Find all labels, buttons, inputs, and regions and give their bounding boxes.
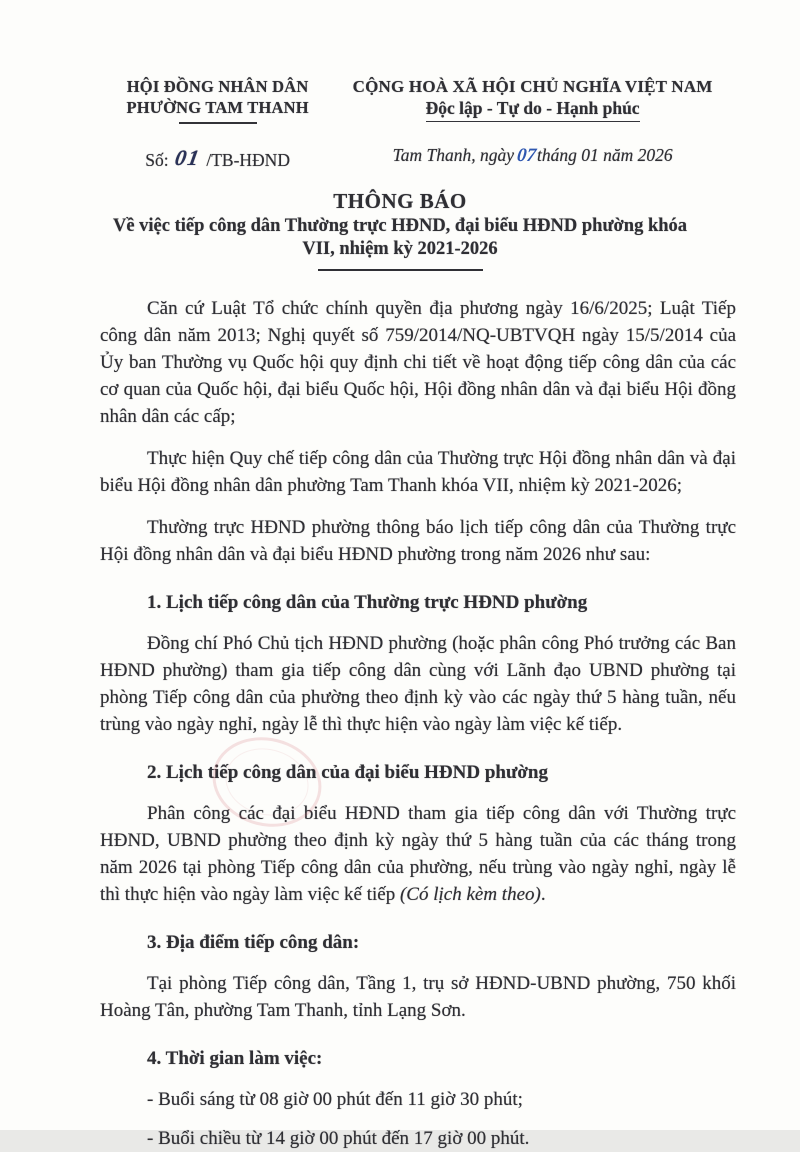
working-hours-morning: - Buổi sáng từ 08 giờ 00 phút đến 11 giờ 30 phút;: [147, 1089, 523, 1111]
national-motto-line1: CỘNG HOÀ XÃ HỘI CHỦ NGHĨA VIỆT NAM: [352, 77, 713, 96]
dateline-day-handwritten: 07: [515, 145, 538, 166]
intro-paragraph: Thực hiện Quy chế tiếp công dân của Thường trực Hội đồng nhân dân và đại biểu Hội đồng nhân dân phường Tam Thanh khóa VII, nhiệm kỳ 2021-2026;: [100, 448, 736, 497]
national-motto-block: [337, 76, 728, 172]
national-motto-line2: Độc lập - Tự do - Hạnh phúc: [426, 97, 640, 122]
dateline: [337, 145, 728, 167]
document-header: [0, 0, 800, 172]
issuing-authority-line1: HỘI ĐỒNG NHÂN DÂN: [126, 77, 309, 96]
dateline-prefix: Tam Thanh, ngày: [392, 145, 514, 165]
document-number-suffix: /TB-HĐND: [206, 150, 290, 170]
section-4-heading: 4. Thời gian làm việc:: [147, 1048, 323, 1070]
section-1-paragraph: Đồng chí Phó Chủ tịch HĐND phường (hoặc phân công Phó trưởng các Ban HĐND phường) tham gia tiếp công dân cùng với Lãnh đạo UBND phường tại phòng Tiếp công dân của phường theo định kỳ vào các ngày thứ 5 hàng tuần, nếu trùng vào ngày nghỉ, ngày lễ thì thực hiện vào ngày làm việc kế tiếp.: [100, 633, 736, 736]
section-3-heading: 3. Địa điểm tiếp công dân:: [147, 932, 360, 954]
document-title: THÔNG BÁO: [333, 189, 467, 213]
document-subtitle: Về việc tiếp công dân Thường trực HĐND, đại biểu HĐND phường khóa VII, nhiệm kỳ 2021-2026: [112, 216, 688, 259]
intro-paragraph: Căn cứ Luật Tổ chức chính quyền địa phương ngày 16/6/2025; Luật Tiếp công dân năm 2013; Nghị quyết số 759/2014/NQ-UBTVQH ngày 15/5/2014 của Ủy ban Thường vụ Quốc hội quy định chi tiết về hoạt động tiếp công dân của các cơ quan của Quốc hội, đại biểu Quốc hội, Hội đồng nhân dân và đại biểu Hội đồng nhân dân các cấp;: [100, 298, 736, 428]
document-number: [98, 146, 337, 172]
title-block: [0, 189, 800, 271]
issuing-authority-line2: PHƯỜNG TAM THANH: [126, 98, 309, 117]
section-1-heading: 1. Lịch tiếp công dân của Thường trực HĐND phường: [147, 592, 588, 614]
issuing-authority-block: [98, 76, 337, 172]
working-hours-afternoon: - Buổi chiều từ 14 giờ 00 phút đến 17 giờ 00 phút.: [147, 1128, 530, 1150]
section-2-text: Phân công các đại biểu HĐND tham gia tiếp công dân với Thường trực HĐND, UBND phường theo định kỳ ngày thứ 5 hàng tuần của các tháng trong năm 2026 tại phòng Tiếp công dân của phường, nếu trùng vào ngày nghỉ, ngày lễ thì thực hiện vào ngày làm việc kế tiếp: [100, 803, 736, 906]
section-2-heading: 2. Lịch tiếp công dân của đại biểu HĐND phường: [147, 762, 548, 784]
dateline-suffix: tháng 01 năm 2026: [537, 145, 673, 165]
intro-paragraph: Thường trực HĐND phường thông báo lịch tiếp công dân của Thường trực Hội đồng nhân dân và đại biểu HĐND phường trong năm 2026 như sau:: [100, 517, 736, 566]
document-number-label: Số:: [145, 150, 169, 170]
section-2-note-after: .: [540, 884, 546, 906]
document-number-handwritten: 01: [173, 145, 203, 170]
document-body: [0, 271, 800, 1152]
section-3-paragraph: Tại phòng Tiếp công dân, Tầng 1, trụ sở HĐND-UBND phường, 750 khối Hoàng Tân, phường Tam Thanh, tỉnh Lạng Sơn.: [100, 973, 736, 1022]
section-2-paragraph: [100, 800, 736, 908]
section-2-note: (Có lịch kèm theo): [399, 884, 541, 906]
authority-underline: [179, 122, 257, 124]
